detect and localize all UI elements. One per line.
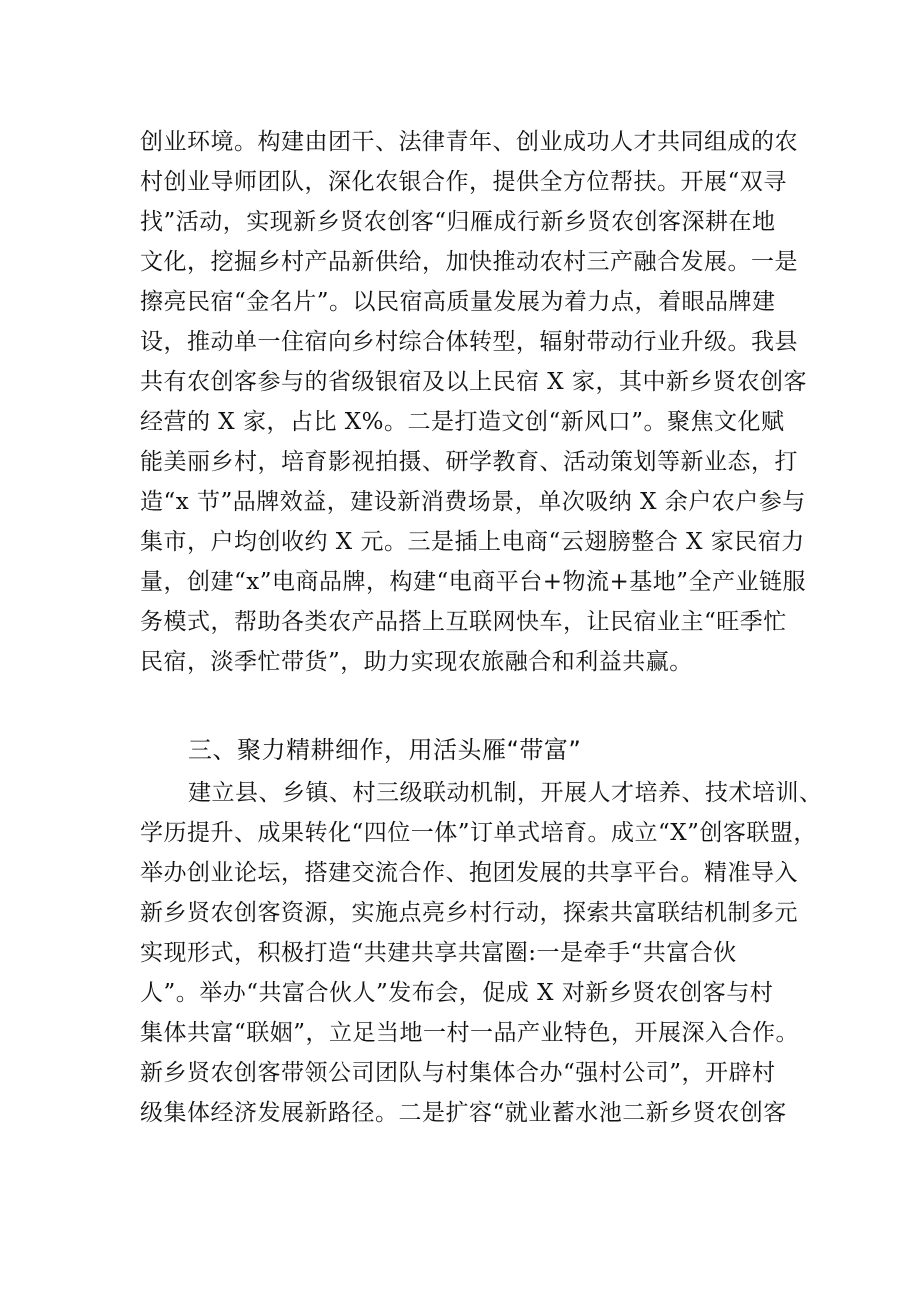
paragraph-line: 创业环境。构建由团干、法律青年、创业成功人才共同组成的农: [140, 129, 798, 155]
paragraph-line: 擦亮民宿“金名片”。以民宿高质量发展为着力点，着眼品牌建: [140, 289, 776, 315]
paragraph-line: 人”。举办“共富合伙人”发布会，促成 X 对新乡贤农创客与村: [140, 980, 774, 1006]
paragraph-line: 集体共富“联姻”，立足当地一村一品产业特色，开展深入合作。: [140, 1020, 800, 1046]
paragraph-line: 新乡贤农创客资源，实施点亮乡村行动，探索共富联结机制多元: [140, 900, 798, 926]
paragraph-line: 能美丽乡村，培育影视拍摄、研学教育、活动策划等新业态，打: [140, 449, 798, 475]
paragraph-line: 造“x 节”品牌效益，建设新消费场景，单次吸纳 X 余户农户参与: [140, 489, 806, 515]
paragraph-line: 设，推动单一住宿向乡村综合体转型，辐射带动行业升级。我县: [140, 329, 798, 355]
paragraph-line: 新乡贤农创客带领公司团队与村集体合办“强村公司”，开辟村: [140, 1060, 776, 1086]
paragraph-line: 找”活动，实现新乡贤农创客“归雁成行新乡贤农创客深耕在地: [140, 209, 776, 235]
paragraph-line: 经营的 X 家，占比 X%。二是打造文创“新风口”。聚焦文化赋: [140, 409, 785, 435]
paragraph-line: 建立县、乡镇、村三级联动机制，开展人才培养、技术培训、: [188, 780, 823, 806]
paragraph-line: 文化，挖掘乡村产品新供给，加快推动农村三产融合发展。一是: [140, 249, 798, 275]
paragraph-line: 级集体经济发展新路径。二是扩容“就业蓄水池二新乡贤农创客: [140, 1100, 787, 1126]
paragraph-line: 量，创建“x”电商品牌，构建“电商平台+物流+基地”全产业链服: [140, 569, 807, 595]
paragraph-line: 村创业导师团队，深化农银合作，提供全方位帮扶。开展“双寻: [140, 169, 787, 195]
paragraph-line: 实现形式，积极打造“共建共享共富圈:一是牵手“共富合伙: [140, 940, 737, 966]
paragraph-line: 学历提升、成果转化“四位一体”订单式培育。成立“X”创客联盟，: [140, 820, 817, 846]
paragraph-line: 共有农创客参与的省级银宿及以上民宿 X 家，其中新乡贤农创客: [140, 369, 807, 395]
paragraph-line: 集市，户均创收约 X 元。三是插上电商“云翅膀整合 X 家民宿力: [140, 529, 805, 555]
paragraph-line: 务模式，帮助各类农产品搭上互联网快车，让民宿业主“旺季忙: [140, 609, 787, 635]
section-heading: 三、聚力精耕细作，用活头雁“带富”: [188, 736, 582, 764]
paragraph-line: 民宿，淡季忙带货”，助力实现农旅融合和利益共赢。: [140, 649, 693, 675]
paragraph-line: 举办创业论坛，搭建交流合作、抱团发展的共享平台。精准导入: [140, 860, 798, 886]
